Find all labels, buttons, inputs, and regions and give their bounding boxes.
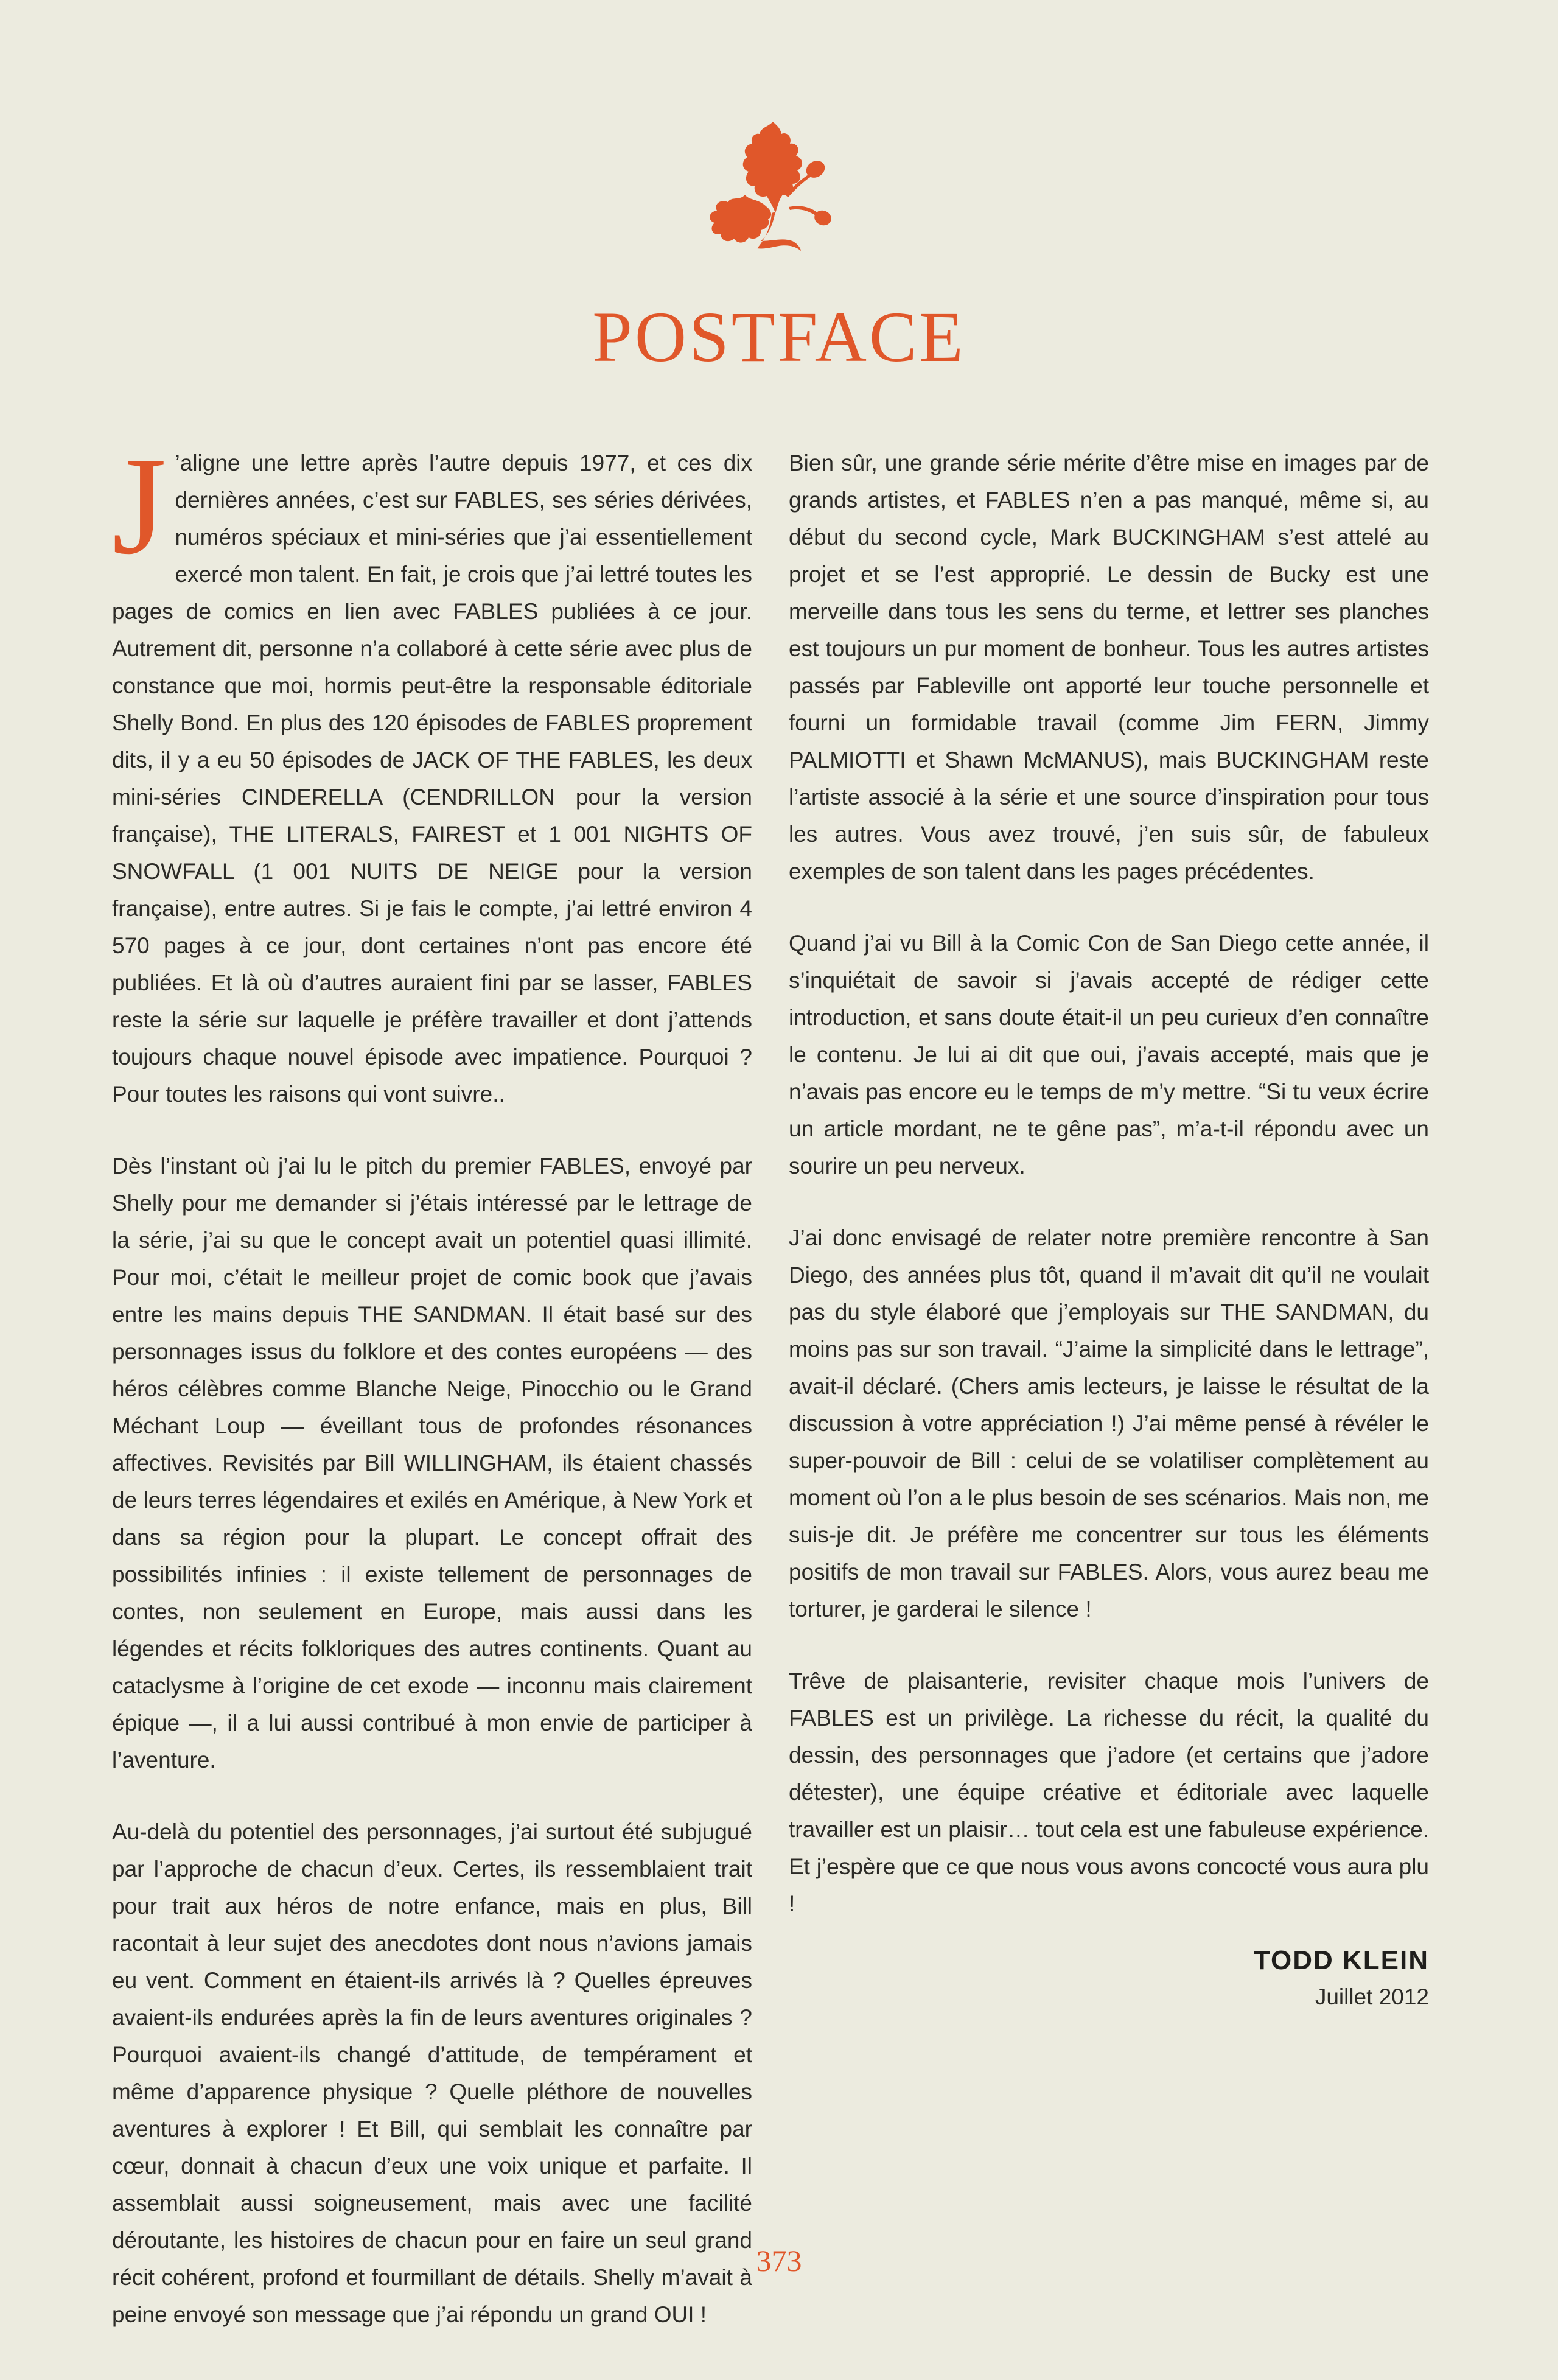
left-column (112, 428, 752, 2368)
author-name: TODD KLEIN (1253, 1945, 1429, 1975)
paragraph: Bien sûr, une grande série mérite d’être mise en images par de grands artistes, et FABLES n’en a pas manqué, même si, au début du second cycle, Mark BUCKINGHAM s’est attelé au projet et se l’est approprié. Le dessin de Bucky est une merveille dans tous les sens du terme, et lettrer ses planches est toujours un pur moment de bonheur. Tous les autres artistes passés par Fableville ont apporté leur touche personnelle et fourni un formidable travail (comme Jim FERN, Jimmy PALMIOTTI et Shawn McMANUS), mais BUCKINGHAM reste l’artiste associé à la série et une source d’inspiration pour tous les autres. Vous avez trouvé, j’en suis sûr, de fabuleux exemples de son talent dans les pages précédentes. (789, 450, 1429, 884)
paragraph: J’ai donc envisagé de relater notre première rencontre à San Diego, des années plus tôt, quand il m’avait dit qu’il ne voulait pas du style élaboré que j’employais sur THE SANDMAN, du moins pas sur son travail. “J’aime la simplicité dans le lettrage”, avait-il déclaré. (Chers amis lecteurs, je laisse le résultat de la discussion à votre appréciation !) J’ai même pensé à révéler le super-pouvoir de Bill : celui de se volatiliser complètement au moment où l’on a le plus besoin de ses scénarios. Mais non, me suis-je dit. Je préfère me concentrer sur tous les éléments positifs de mon travail sur FABLES. Alors, vous aurez beau me torturer, je garderai le silence ! (789, 1225, 1429, 1622)
paragraph-text: ’aligne une lettre après l’autre depuis 1977, et ces dix dernières années, c’est sur FABLES, ses séries dérivées, numéros spéciaux et mini-séries que j’ai essentiellement exercé mon talent. En fait, je crois que j’ai lettré toutes les pages de comics en lien avec FABLES publiées à ce jour. Autrement dit, personne n’a collaboré à cette série avec plus de constance que moi, hormis peut-être la responsable éditoriale Shelly Bond. En plus des 120 épisodes de FABLES proprement dits, il y a eu 50 épisodes de JACK OF THE FABLES, les deux mini-séries CINDERELLA (CENDRILLON pour la version française), THE LITERALS, FAIREST et 1 001 NIGHTS OF SNOWFALL (1 001 NUITS DE NEIGE pour la version française), entre autres. Si je fais le compte, j’ai lettré environ 4 570 pages à ce jour, dont certaines n’ont pas encore été publiées. Et là où d’autres auraient fini par se lasser, FABLES reste la série sur laquelle je préfère travailler et dont j’attends toujours chaque nouvel épisode avec impatience. Pourquoi ? Pour toutes les raisons qui vont suivre.. (112, 450, 752, 1107)
paragraph: Quand j’ai vu Bill à la Comic Con de San Diego cette année, il s’inquiétait de savoir si j’avais accepté de rédiger cette introduction, et sans doute était-il un peu curieux d’en connaître le contenu. Je lui ai dit que oui, j’avais accepté, mais que je n’avais pas encore eu le temps de m’y mettre. “Si tu veux écrire un article mordant, ne te gêne pas”, m’a-t-il répondu avec un sourire un peu nerveux. (789, 931, 1429, 1178)
page-title: POSTFACE (592, 297, 966, 377)
signature-date: Juillet 2012 (1315, 1984, 1429, 2009)
oak-leaf-acorn-icon (682, 116, 840, 268)
paragraph (112, 428, 752, 1113)
paragraph: Au-delà du potentiel des personnages, j’ai surtout été subjugué par l’approche de chacun d’eux. Certes, ils ressemblaient trait pour trait aux héros de notre enfance, mais en plus, Bill racontait à leur sujet des anecdotes dont nous n’avions jamais eu vent. Comment en étaient-ils arrivés là ? Quelles épreuves avaient-ils endurées après la fin de leurs aventures originales ? Pourquoi avaient-ils changé d’attitude, de tempérament et même d’apparence physique ? Quelle pléthore de nouvelles aventures à explorer ! Et Bill, qui semblait les connaître par cœur, donnait à chacun d’eux une voix unique et parfaite. Il assemblait aussi soigneusement, mais avec une facilité déroutante, les histoires de chacun pour en faire un seul grand récit cohérent, profond et fourmillant de détails. Shelly m’avait à peine envoyé son message que j’ai répondu un grand OUI ! (112, 1819, 752, 2327)
signature (789, 1941, 1429, 2014)
paragraph: Dès l’instant où j’ai lu le pitch du premier FABLES, envoyé par Shelly pour me demander si j’étais intéressé par le lettrage de la série, j’ai su que le concept avait un potentiel quasi illimité. Pour moi, c’était le meilleur projet de comic book que j’avais entre les mains depuis THE SANDMAN. Il était basé sur des personnages issus du folklore et des contes européens — des héros célèbres comme Blanche Neige, Pinocchio ou le Grand Méchant Loup — éveillant tous de profondes résonances affectives. Revisités par Bill WILLINGHAM, ils étaient chassés de leurs terres légendaires et exilés en Amérique, à New York et dans sa région pour la plupart. Le concept offrait des possibilités infinies : il existe tellement de personnages de contes, non seulement en Europe, mais aussi dans les légendes et récits folkloriques des autres continents. Quant au cataclysme à l’origine de cet exode — inconnu mais clairement épique —, il a lui aussi contribué à mon envie de participer à l’aventure. (112, 1153, 752, 1773)
page-number: 373 (756, 2244, 802, 2278)
drop-cap: J (112, 428, 167, 583)
paragraph: Trêve de plaisanterie, revisiter chaque mois l’univers de FABLES est un privilège. La richesse du récit, la qualité du dessin, des personnages que j’adore (et certains que j’adore détester), une équipe créative et éditoriale avec laquelle travailler est un plaisir… tout cela est une fabuleuse expérience. Et j’espère que ce que nous vous avons concocté vous aura plu ! (789, 1668, 1429, 1916)
right-column (789, 444, 1429, 2014)
